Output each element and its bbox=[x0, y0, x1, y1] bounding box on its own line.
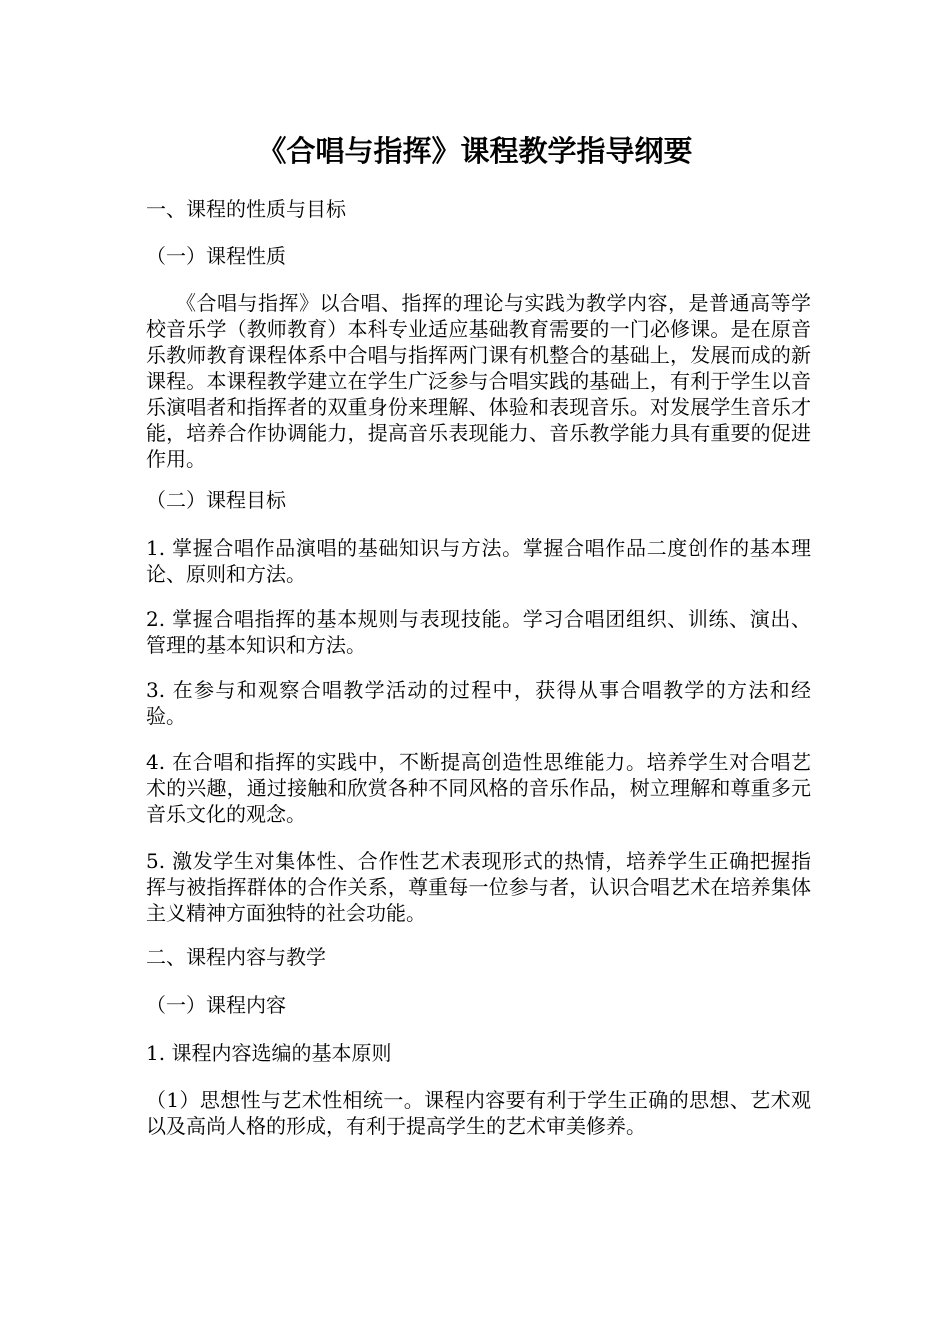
subsection-2-1-heading: （一）课程内容 bbox=[146, 993, 286, 1017]
content-item-1: 1. 课程内容选编的基本原则 bbox=[146, 1041, 392, 1065]
course-nature-paragraph: 《合唱与指挥》以合唱、指挥的理论与实践为教学内容，是普通高等学校音乐学（教师教育）本科专业适应基础教育需要的一门必修课。是在原音乐教师教育课程体系中合唱与指挥两门课有机整合的基础上，发展而成的新课程。本课程教学建立在学生广泛参与合唱实践的基础上，有利于学生以音乐演唱者和指挥者的双重身份来理解、体验和表现音乐。对发展学生音乐才能，培养合作协调能力，提高音乐表现能力、音乐教学能力具有重要的促进作用。 bbox=[146, 291, 811, 471]
content-point-1: （1）思想性与艺术性相统一。课程内容要有利于学生正确的思想、艺术观以及高尚人格的形成，有利于提高学生的艺术审美修养。 bbox=[146, 1088, 811, 1138]
goal-item-4: 4. 在合唱和指挥的实践中，不断提高创造性思维能力。培养学生对合唱艺术的兴趣，通过接触和欣赏各种不同风格的音乐作品，树立理解和尊重多元音乐文化的观念。 bbox=[146, 750, 811, 826]
subsection-1-2-heading: （二）课程目标 bbox=[146, 488, 286, 512]
document-title: 《合唱与指挥》课程教学指导纲要 bbox=[257, 134, 693, 168]
goal-item-5: 5. 激发学生对集体性、合作性艺术表现形式的热情，培养学生正确把握指挥与被指挥群体的合作关系，尊重每一位参与者，认识合唱艺术在培养集体主义精神方面独特的社会功能。 bbox=[146, 849, 811, 925]
section-2-heading: 二、课程内容与教学 bbox=[146, 945, 326, 969]
goal-item-1: 1. 掌握合唱作品演唱的基础知识与方法。掌握合唱作品二度创作的基本理论、原则和方法。 bbox=[146, 536, 811, 586]
goal-item-3: 3. 在参与和观察合唱教学活动的过程中，获得从事合唱教学的方法和经验。 bbox=[146, 678, 811, 728]
subsection-1-1-heading: （一）课程性质 bbox=[146, 244, 286, 268]
section-1-heading: 一、课程的性质与目标 bbox=[146, 197, 346, 221]
goal-item-2: 2. 掌握合唱指挥的基本规则与表现技能。学习合唱团组织、训练、演出、管理的基本知识和方法。 bbox=[146, 607, 811, 657]
